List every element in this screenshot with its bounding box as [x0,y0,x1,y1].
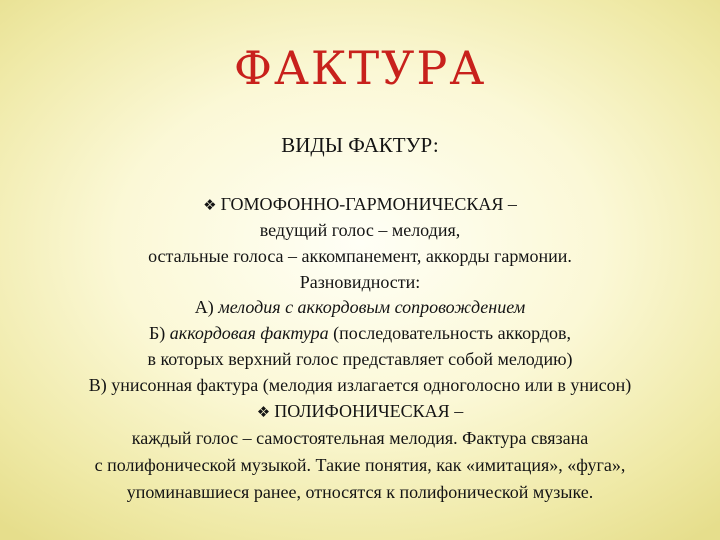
slide-title: ФАКТУРА [233,41,487,95]
section2-line3: упоминавшиеся ранее, относятся к полифонической музыке. [126,482,594,502]
section1-line2: остальные голоса – аккомпанемент, аккорды гармонии. [148,246,572,266]
item-a [0,295,720,319]
item-a-text: мелодия с аккордовым сопровождением [218,297,526,317]
section2-heading: ПОЛИФОНИЧЕСКАЯ – [274,401,464,421]
section2-line2: с полифонической музыкой. Такие понятия, как «имитация», «фуга», [94,455,626,475]
item-b-line2: в которых верхний голос представляет собой мелодию) [147,349,573,369]
diamond-bullet-icon: ❖ [203,196,217,214]
item-c: В) унисонная фактура (мелодия излагается одноголосно или в унисон) [88,375,632,395]
item-b-prefix: Б) [148,323,170,343]
section1-line1: ведущий голос – мелодия, [259,220,461,240]
item-b [0,321,720,345]
section1-heading-line [0,192,720,217]
diamond-bullet-icon: ❖ [256,403,271,421]
section2-line1: каждый голос – самостоятельная мелодия. Фактура связана [131,428,589,448]
slide-subtitle: ВИДЫ ФАКТУР: [281,133,439,157]
section1-varieties-label: Разновидности: [299,272,421,292]
item-b-rest: (последовательность аккордов, [328,323,572,343]
section1-heading: ГОМОФОННО-ГАРМОНИЧЕСКАЯ – [220,194,517,214]
section2-heading-line [0,399,720,424]
item-a-prefix: А) [194,297,219,317]
item-b-italic: аккордовая фактура [169,323,329,343]
